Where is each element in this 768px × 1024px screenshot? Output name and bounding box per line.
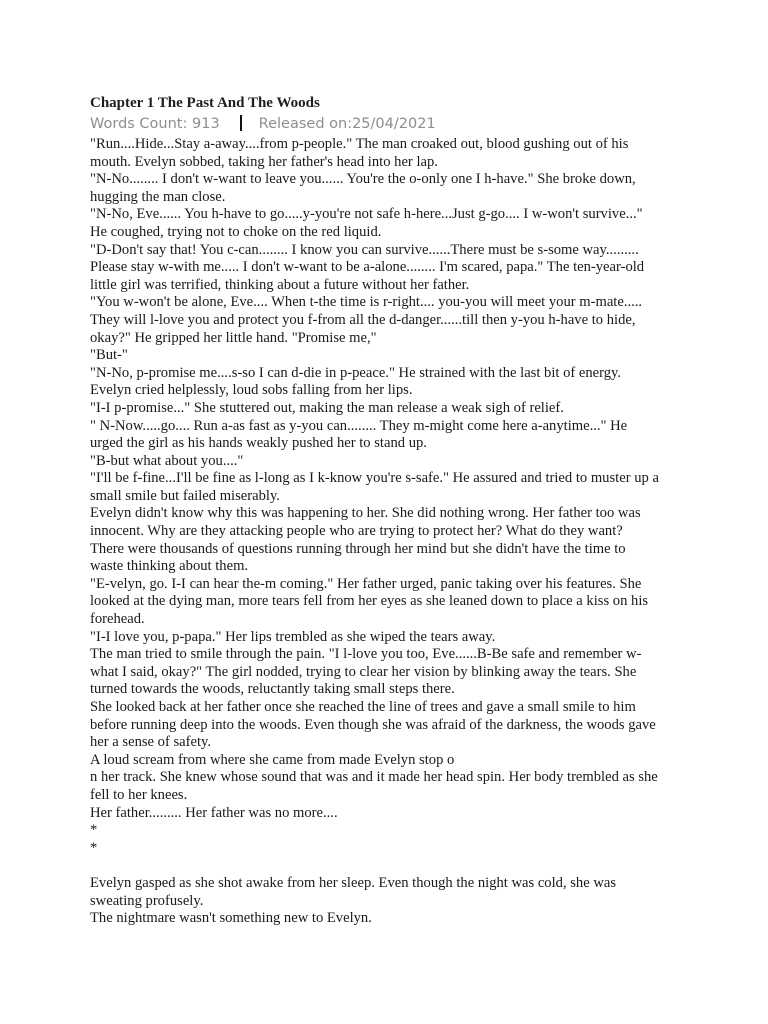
story-line: Her father......... Her father was no more.... [90, 804, 338, 821]
chapter-meta [90, 114, 690, 134]
story-line: He coughed, trying not to choke on the red liquid. [90, 223, 382, 240]
story-line: okay?" He gripped her little hand. "Promise me," [90, 329, 377, 346]
story-line: "I-I p-promise..." She stuttered out, making the man release a weak sigh of relief. [90, 399, 564, 416]
story-line: turned towards the woods, reluctantly taking small steps there. [90, 681, 455, 698]
story-line: small smile but failed miserably. [90, 487, 280, 504]
story-line: fell to her knees. [90, 786, 188, 803]
story-line: her a sense of safety. [90, 734, 212, 751]
story-body [90, 136, 690, 928]
story-line: "Run....Hide...Stay a-away....from p-people." The man croaked out, blood gushing out of his [90, 136, 629, 152]
story-line [90, 857, 690, 875]
words-count: Words Count: 913 [90, 116, 220, 132]
story-line: waste thinking about them. [90, 558, 249, 575]
story-line: "I'll be f-fine...I'll be fine as l-long as I k-know you're s-safe." He assured and tried to muster up a [90, 470, 659, 487]
story-line: " N-Now.....go.... Run a-as fast as y-you can........ They m-might come here a-anytime..." He [90, 417, 628, 434]
chapter-title: Chapter 1 The Past And The Woods [90, 95, 320, 111]
story-line: "N-No........ I don't w-want to leave you...... You're the o-only one I h-have." She broke down, [90, 171, 636, 188]
story-line: Evelyn didn't know why this was happening to her. She did nothing wrong. Her father too was [90, 505, 641, 522]
story-line: before running deep into the woods. Even though she was afraid of the darkness, the woods gave [90, 716, 656, 733]
story-line: A loud scream from where she came from made Evelyn stop o [90, 751, 455, 768]
story-line: Evelyn gasped as she shot awake from her sleep. Even though the night was cold, she was [90, 874, 617, 891]
meta-separator [240, 115, 242, 131]
story-line: She looked back at her father once she reached the line of trees and gave a small smile to him [90, 699, 636, 715]
story-line: * [90, 839, 98, 856]
story-line: "B-but what about you...." [90, 452, 244, 469]
story-line: "N-No, Eve...... You h-have to go.....y-you're not safe h-here...Just g-go.... I w-won't survive..." [90, 206, 643, 223]
story-line: forehead. [90, 611, 145, 628]
story-line: mouth. Evelyn sobbed, taking her father's head into her lap. [90, 153, 438, 170]
story-line: "E-velyn, go. I-I can hear the-m coming." Her father urged, panic taking over his features. She [90, 575, 642, 592]
story-line: looked at the dying man, more tears fell from her eyes as she leaned down to place a kiss on his [90, 593, 649, 610]
story-line: There were thousands of questions running through her mind but she didn't have the time to [90, 540, 626, 557]
story-line: hugging the man close. [90, 188, 226, 205]
story-line: * [90, 822, 98, 839]
chapter-content [90, 94, 690, 928]
story-line: urged the girl as his hands weakly pushed her to stand up. [90, 435, 427, 452]
story-line: The man tried to smile through the pain. "I l-love you too, Eve......B-Be safe and remember w- [90, 646, 642, 663]
story-line: "N-No, p-promise me....s-so I can d-die in p-peace." He strained with the last bit of energy. [90, 364, 622, 381]
story-line: n her track. She knew whose sound that was and it made her head spin. Her body trembled as she [90, 769, 658, 786]
story-line: Please stay w-with me..... I don't w-want to be a-alone........ I'm scared, papa." The ten-year-old [90, 259, 645, 276]
story-line: "I-I love you, p-papa." Her lips trembled as she wiped the tears away. [90, 628, 496, 645]
story-line: They will l-love you and protect you f-from all the d-danger......till then y-you h-have to hide, [90, 311, 636, 328]
story-line: little girl was terrified, thinking about a future without her father. [90, 276, 470, 293]
story-line: innocent. Why are they attacking people who are trying to protect her? What do they want? [90, 523, 623, 540]
story-line: what I said, okay?" The girl nodded, trying to clear her vision by blinking away the tears. She [90, 663, 637, 680]
story-line: The nightmare wasn't something new to Evelyn. [90, 910, 372, 927]
story-line: "D-Don't say that! You c-can........ I know you can survive......There must be s-some way......... [90, 241, 639, 258]
story-line: "But-" [90, 347, 128, 364]
release-date: Released on:25/04/2021 [258, 116, 436, 132]
story-line: "You w-won't be alone, Eve.... When t-the time is r-right.... you-you will meet your m-mate..... [90, 294, 643, 311]
story-line: sweating profusely. [90, 892, 204, 909]
story-line: Evelyn cried helplessly, loud sobs falling from her lips. [90, 382, 413, 399]
